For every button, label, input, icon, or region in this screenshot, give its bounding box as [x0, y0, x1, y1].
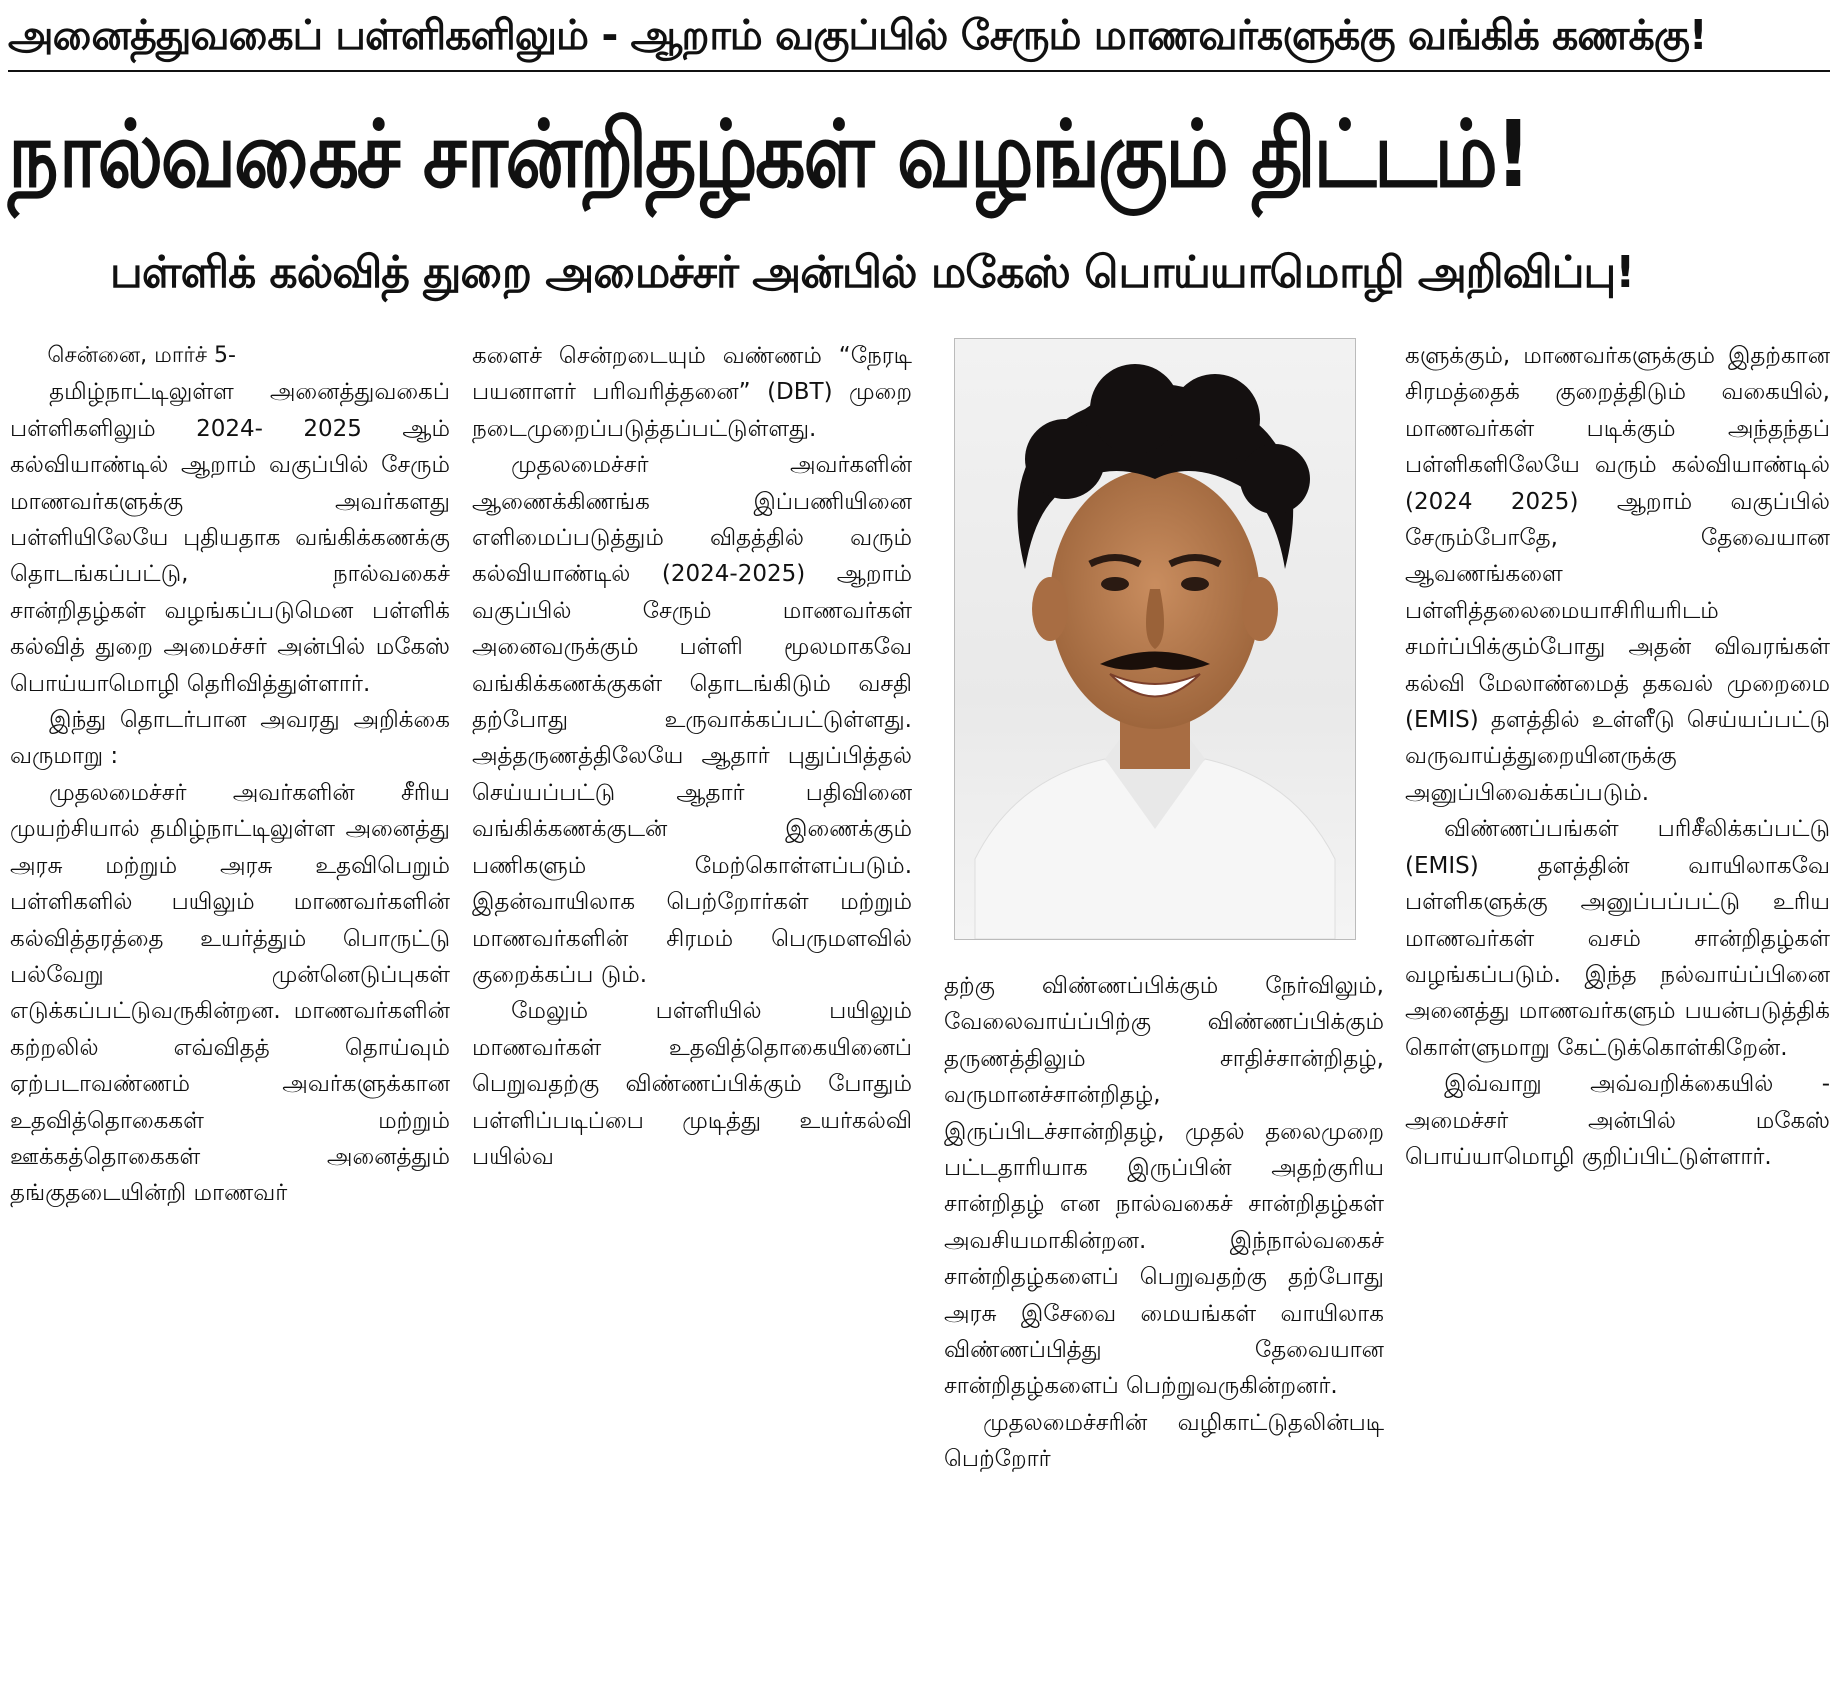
- article-paragraph: விண்ணப்பங்கள் பரிசீலிக்கப்பட்டு (EMIS) தளத்தின் வாயிலாகவே பள்ளிகளுக்கு அனுப்பப்பட்டு உரிய மாணவர்கள் வசம் சான்றிதழ்கள் வழங்கப்படும். இந்த நல்வாய்ப்பினை அனைத்து மாணவர்களும் பயன்படுத்திக் கொள்ளுமாறு கேட்டுக்கொள்கிறேன்.: [1405, 816, 1830, 1061]
- kicker-headline: அனைத்துவகைப் பள்ளிகளிலும் - ஆறாம் வகுப்பில் சேரும் மாணவர்களுக்கு வங்கிக் கணக்கு!: [8, 11, 1707, 59]
- ear-left: [1032, 577, 1068, 641]
- minister-photo: [954, 338, 1356, 940]
- article-column-4: [1405, 338, 1830, 1175]
- article-paragraph: முதலமைச்சர் அவர்களின் ஆணைக்கிணங்க இப்பணியினை எளிமைப்படுத்தும் விதத்தில் வரும் கல்வியாண்டில் (2024-2025) ஆறாம் வகுப்பில் சேரும் மாணவர்கள் அனைவருக்கும் பள்ளி மூலமாகவே வங்கிக்கணக்குகள் தொடங்கிடும் வசதி தற்போது உருவாக்கப்பட்டுள்ளது. அத்தருணத்திலேயே ஆதார் புதுப்பித்தல் செய்யப்பட்டு ஆதார் பதிவினை வங்கிக்கணக்குடன் இணைக்கும் பணிகளும் மேற்கொள்ளப்படும். இதன்வாயிலாக பெற்றோர்கள் மற்றும் மாணவர்களின் சிரமம் பெருமளவில் குறைக்கப்ப டும்.: [472, 452, 912, 988]
- sub-headline: பள்ளிக் கல்வித் துறை அமைச்சர் அன்பில் மகேஸ் பொய்யாமொழி அறிவிப்பு!: [110, 247, 1635, 298]
- article-paragraph: இந்து தொடர்பான அவரது அறிக்கை வருமாறு :: [10, 707, 450, 770]
- article-paragraph: தற்கு விண்ணப்பிக்கும் நேர்விலும், வேலைவாய்ப்பிற்கு விண்ணப்பிக்கும் தருணத்திலும் சாதிச்சான்றிதழ், வருமானச்சான்றிதழ், இருப்பிடச்சான்றிதழ், முதல் தலைமுறை பட்டதாரியாக இருப்பின் அதற்குரிய சான்றிதழ் என நால்வகைச் சான்றிதழ்கள் அவசியமாகின்றன. இந்நால்வகைச் சான்றிதழ்களைப் பெறுவதற்கு தற்போது அரசு இசேவை மையங்கள் வாயிலாக விண்ணப்பித்து தேவையான சான்றிதழ்களைப் பெற்றுவருகின்றனர்.: [944, 973, 1384, 1400]
- article-paragraph: மேலும் பள்ளியில் பயிலும் மாணவர்கள் உதவித்தொகையினைப் பெறுவதற்கு விண்ணப்பிக்கும் போதும் பள்ளிப்படிப்பை முடித்து உயர்கல்வி பயில்வ: [472, 998, 912, 1170]
- main-headline: நால்வகைச் சான்றிதழ்கள் வழங்கும் திட்டம்!: [8, 101, 1529, 208]
- article-column-2: [472, 338, 912, 1175]
- article-paragraph: இவ்வாறு அவ்வறிக்கையில் - அமைச்சர் அன்பில் மகேஸ் பொய்யாமொழி குறிப்பிட்டுள்ளார்.: [1405, 1071, 1830, 1170]
- article-paragraph: களுக்கும், மாணவர்களுக்கும் இதற்கான சிரமத்தைக் குறைத்திடும் வகையில், மாணவர்கள் படிக்கும் அந்தந்தப் பள்ளிகளிலேயே வரும் கல்வியாண்டில் (2024 2025) ஆறாம் வகுப்பில் சேரும்போதே, தேவையான ஆவணங்களை பள்ளித்தலைமையாசிரியரிடம் சமர்ப்பிக்கும்போது அதன் விவரங்கள் கல்வி மேலாண்மைத் தகவல் முறைமை (EMIS) தளத்தில் உள்ளீடு செய்யப்பட்டு வருவாய்த்துறையினருக்கு அனுப்பிவைக்கப்படும்.: [1405, 343, 1830, 806]
- portrait-image: [955, 339, 1355, 939]
- dateline: சென்னை, மார்ச் 5-: [47, 343, 236, 368]
- kicker-rule: [8, 70, 1830, 72]
- article-paragraph: தமிழ்நாட்டிலுள்ள அனைத்துவகைப் பள்ளிகளிலும் 2024- 2025 ஆம் கல்வியாண்டில் ஆறாம் வகுப்பில் சேரும் மாணவர்களுக்கு அவர்களது பள்ளியிலேயே புதியதாக வங்கிக்கணக்கு தொடங்கப்பட்டு, நால்வகைச் சான்றிதழ்கள் வழங்கப்படுமென பள்ளிக் கல்வித் துறை அமைச்சர் அன்பில் மகேஸ் பொய்யாமொழி தெரிவித்துள்ளார்.: [10, 379, 450, 697]
- article-paragraph: முதலமைச்சர் அவர்களின் சீரிய முயற்சியால் தமிழ்நாட்டிலுள்ள அனைத்து அரசு மற்றும் அரசு உதவிபெறும் பள்ளிகளில் பயிலும் மாணவர்களின் கல்வித்தரத்தை உயர்த்தும் பொருட்டு பல்வேறு முன்னெடுப்புகள் எடுக்கப்பட்டுவருகின்றன. மாணவர்களின் கற்றலில் எவ்விதத் தொய்வும் ஏற்படாவண்ணம் அவர்களுக்கான உதவித்தொகைகள் மற்றும் ஊக்கத்தொகைகள் அனைத்தும் தங்குதடையின்றி மாணவர்: [10, 779, 450, 1207]
- article-paragraph: முதலமைச்சரின் வழிகாட்டுதலின்படி பெற்றோர்: [944, 1409, 1384, 1473]
- article-column-1: [10, 338, 450, 1212]
- ear-right: [1242, 577, 1278, 641]
- article-column-3: [944, 968, 1384, 1478]
- article-paragraph: களைச் சென்றடையும் வண்ணம் “நேரடி பயனாளர் பரிவரித்தனை” (DBT) முறை நடைமுறைப்படுத்தப்பட்டுள்ளது.: [472, 343, 912, 442]
